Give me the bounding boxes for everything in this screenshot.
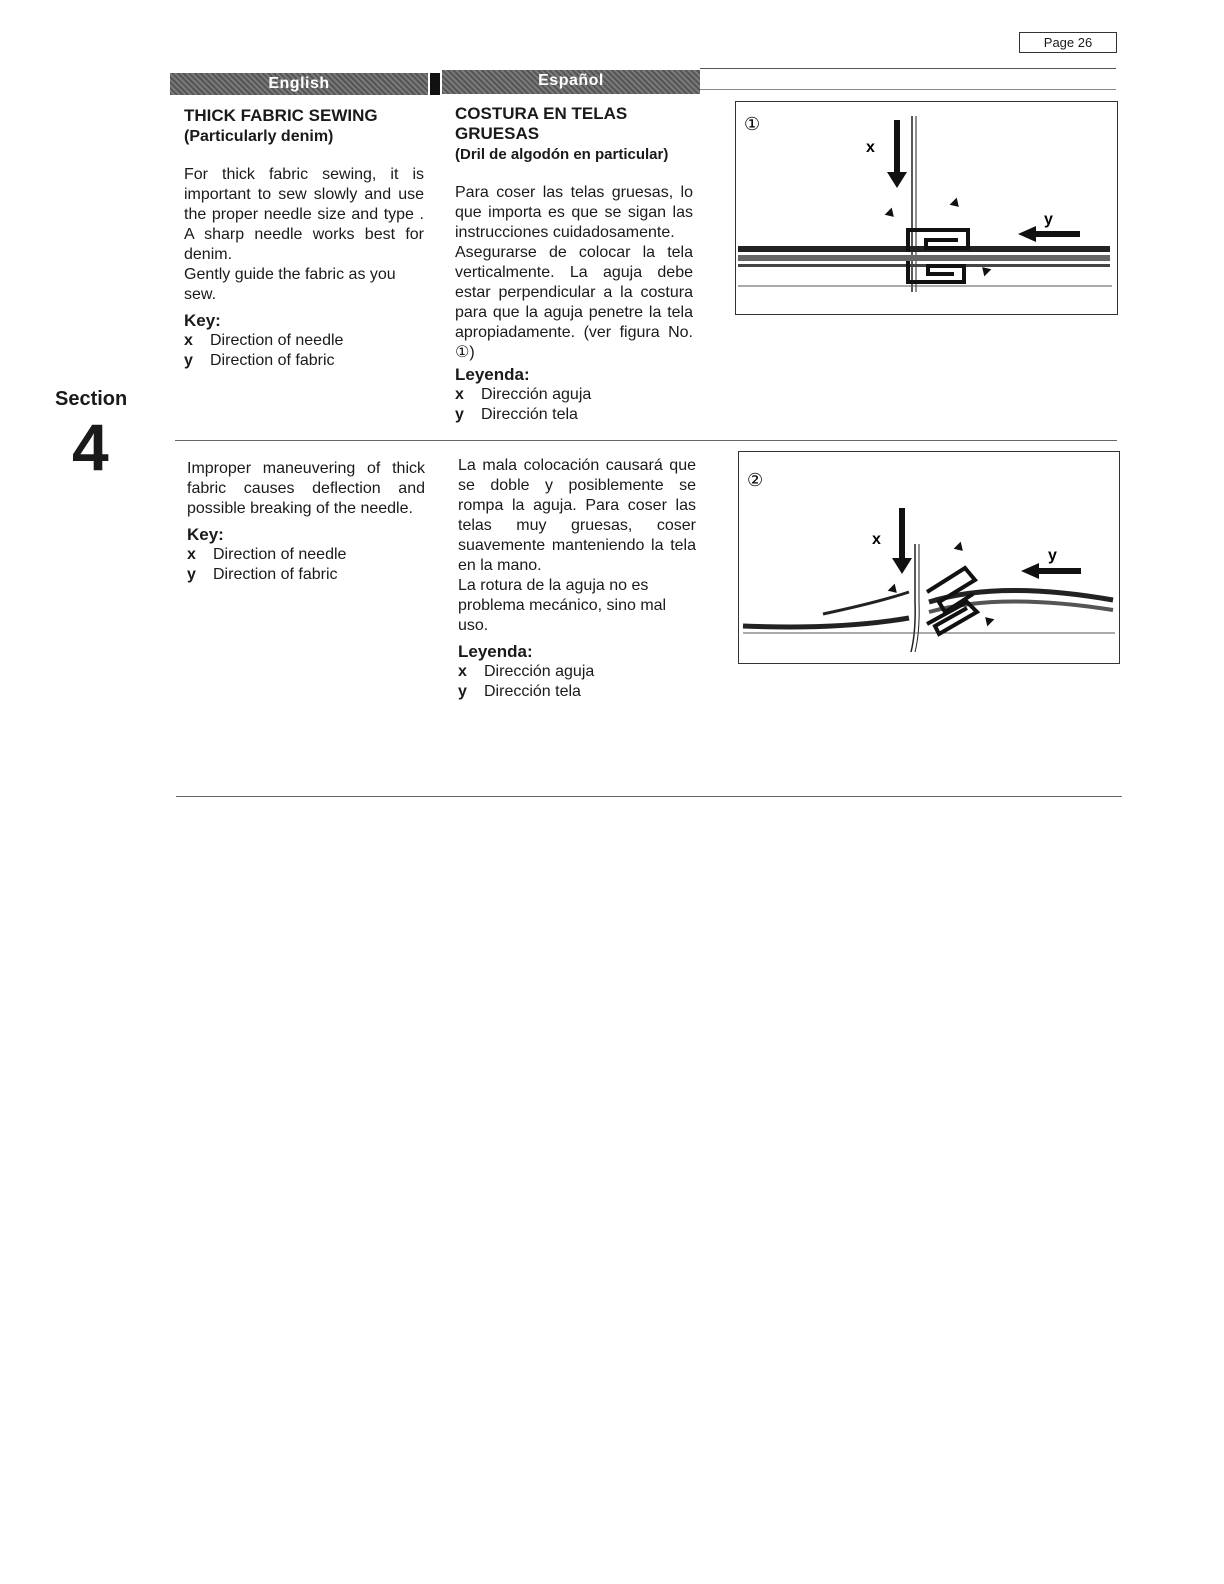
key-row: [455, 405, 693, 425]
spanish-key-title-2: Leyenda:: [458, 642, 533, 661]
spanish-paragraph-4: La rotura de la aguja no es problema mecánico, sino mal uso.: [458, 577, 667, 634]
spanish-paragraph-3: La mala colocación causará que se doble y posiblemente se rompa la aguja. Para coser las telas muy gruesas, coser suavemente manteniendo la tela en la mano.: [458, 457, 696, 574]
header-rule-lower: [700, 89, 1116, 90]
fabric-arrow-icon: [1021, 563, 1081, 579]
bottom-rule: [176, 796, 1122, 797]
english-key-title-2: Key:: [187, 525, 224, 544]
key-row: [455, 385, 693, 405]
figure-2: [738, 451, 1120, 664]
figure-2-number: ②: [747, 470, 764, 490]
key-text: Direction of fabric: [210, 352, 335, 369]
key-letter: x: [184, 332, 193, 349]
figure-2-x-label: x: [872, 531, 881, 548]
bar-divider: [430, 73, 440, 95]
key-text: Direction of fabric: [213, 566, 338, 583]
key-row: [187, 565, 425, 585]
key-text: Dirección aguja: [484, 663, 595, 680]
key-text: Dirección tela: [481, 406, 578, 423]
key-row: [187, 545, 425, 565]
english-block-1: [184, 106, 424, 371]
needle-arrow-icon: [887, 120, 907, 188]
key-letter: y: [184, 352, 193, 369]
figure-1-x-label: x: [866, 139, 875, 156]
english-title: THICK FABRIC SEWING: [184, 106, 378, 125]
bent-needle: [911, 544, 915, 652]
key-letter: y: [455, 406, 464, 423]
spanish-block-2: [458, 456, 696, 702]
spanish-paragraph-2: Asegurarse de colocar la tela verticalmente. La aguja debe estar perpendicular a la costura para que la aguja penetre la tela apropiadamente. (ver figura No. ①): [455, 244, 693, 361]
header-rule: [700, 68, 1116, 69]
key-letter: y: [458, 683, 467, 700]
spanish-title-line-1: COSTURA EN TELAS: [455, 104, 628, 123]
figure-2-y-label: y: [1048, 547, 1057, 564]
key-text: Direction of needle: [210, 332, 344, 349]
english-key-title: Key:: [184, 311, 221, 330]
english-paragraph-1: For thick fabric sewing, it is important to sew slowly and use the proper needle size and type . A sharp needle works best for denim.: [184, 166, 424, 263]
key-letter: y: [187, 566, 196, 583]
figure-1-drawing: [736, 102, 1117, 314]
spanish-paragraph-1: Para coser las telas gruesas, lo que importa es que se sigan las instrucciones cuidadosamente.: [455, 184, 693, 241]
key-row: [458, 682, 696, 702]
english-subtitle: (Particularly denim): [184, 128, 334, 145]
page-number: Page 26: [1019, 32, 1117, 53]
key-text: Direction of needle: [213, 546, 347, 563]
needle-arrow-icon: [892, 508, 912, 574]
english-paragraph-3: Improper maneuvering of thick fabric causes deflection and possible breaking of the needle.: [187, 460, 425, 517]
fabric-layers: [743, 590, 1115, 633]
spanish-block-1: [455, 104, 693, 425]
english-paragraph-2: Gently guide the fabric as you sew.: [184, 266, 396, 303]
english-block-2: [187, 459, 425, 585]
figure-1-number: ①: [744, 114, 761, 134]
spanish-subtitle: (Dril de algodón en particular): [455, 146, 669, 163]
spanish-key-title: Leyenda:: [455, 365, 530, 384]
key-letter: x: [187, 546, 196, 563]
english-header-bar: English: [170, 73, 428, 95]
key-row: [458, 662, 696, 682]
section-number: 4: [72, 410, 109, 484]
key-row: [184, 351, 424, 371]
key-letter: x: [458, 663, 467, 680]
key-text: Dirección aguja: [481, 386, 592, 403]
key-letter: x: [455, 386, 464, 403]
spanish-header-bar: Español: [442, 70, 700, 94]
section-label: Section: [55, 388, 128, 410]
key-row: [184, 331, 424, 351]
spanish-title-line-2: GRUESAS: [455, 124, 540, 143]
figure-1-y-label: y: [1044, 211, 1053, 228]
figure-1: [735, 101, 1118, 315]
figure-2-drawing: [739, 452, 1119, 663]
key-text: Dirección tela: [484, 683, 581, 700]
fabric-arrow-icon: [1018, 226, 1080, 242]
middle-rule: [175, 440, 1117, 441]
